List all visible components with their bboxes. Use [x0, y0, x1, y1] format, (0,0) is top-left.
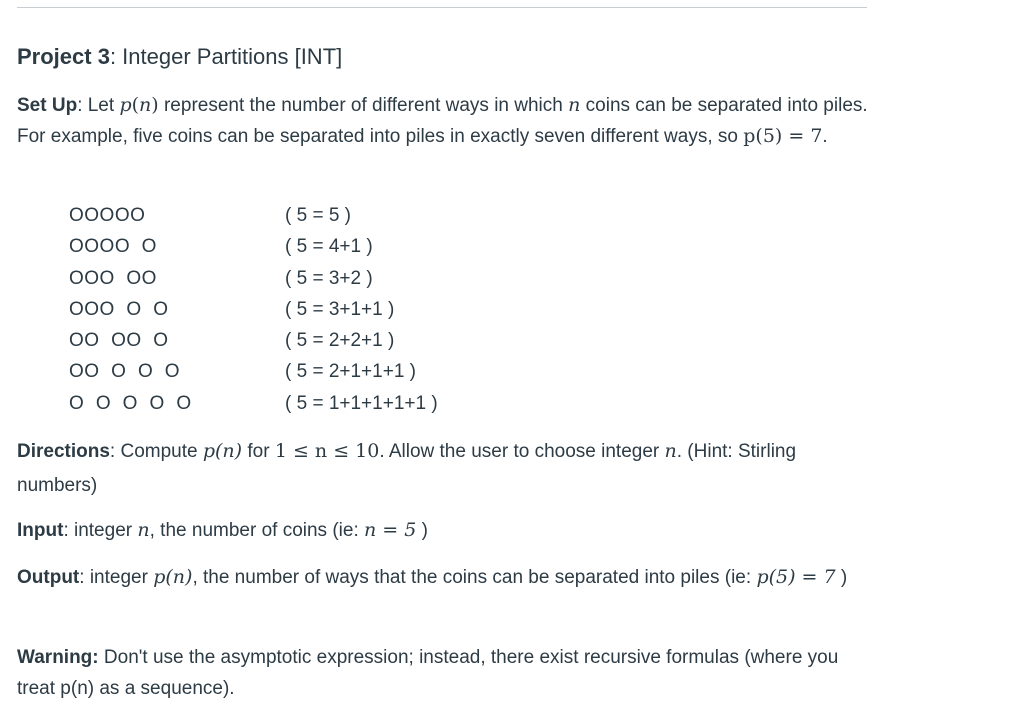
partition-equation: ( 5 = 4+1 )	[285, 236, 373, 258]
page-title	[17, 43, 342, 71]
directions-text-c: . Allow the user to choose integer	[379, 441, 665, 462]
output-text-c: )	[835, 567, 848, 588]
directions-text-a: : Compute	[109, 441, 203, 462]
input-label: Input	[17, 520, 64, 541]
directions-paragraph	[17, 434, 877, 503]
input-text-b: , the number of coins (ie:	[149, 520, 365, 541]
project-title-text: : Integer Partitions [INT]	[109, 44, 343, 69]
output-text-b: , the number of ways that the coins can be separated into piles (ie:	[192, 567, 757, 588]
project-label: Project 3	[17, 44, 110, 69]
directions-math-n: n	[664, 440, 677, 462]
partition-coins: OOOOO	[69, 205, 146, 226]
warning-text: Don't use the asymptotic expression; instead, there exist recursive formulas (where you treat p(n) as a sequence).	[17, 647, 839, 699]
partition-coins: OOO O O	[69, 298, 169, 320]
partition-coins: OOOO O	[69, 236, 157, 258]
output-text-a: : integer	[79, 567, 154, 588]
top-divider	[17, 7, 867, 8]
partition-row	[69, 327, 489, 358]
partition-equation: ( 5 = 2+1+1+1 )	[285, 361, 416, 383]
partition-equation: ( 5 = 3+1+1 )	[285, 298, 395, 320]
directions-math-pn: p(n)	[202, 440, 243, 462]
setup-math-p: p	[119, 94, 132, 116]
partition-equation: ( 5 = 2+2+1 )	[285, 330, 395, 352]
warning-paragraph	[17, 642, 877, 704]
partition-coins: O O O O O	[69, 392, 192, 414]
setup-paragraph	[17, 90, 877, 152]
setup-math-n: n	[139, 94, 152, 116]
output-math-pn: p(n)	[153, 566, 193, 588]
directions-label: Directions	[17, 441, 110, 462]
partition-row	[69, 202, 489, 233]
output-label: Output	[17, 567, 80, 588]
setup-math-p5: p(5) = 7	[743, 125, 823, 147]
input-math-example: n = 5	[364, 519, 417, 541]
warning-label: Warning:	[17, 647, 99, 668]
partition-coins: OO OO O	[69, 330, 169, 352]
directions-math-range: 1 ≤ n ≤ 10	[274, 440, 380, 462]
setup-text-b: represent the number of different ways in which	[158, 95, 569, 116]
setup-text-c: coins can be separated into piles. For example, five coins can be separated into piles in exactly seven different ways, so	[17, 95, 868, 147]
directions-text-d: . (Hint: Stirling numbers)	[17, 441, 797, 496]
partition-row	[69, 390, 489, 421]
input-text-a: : integer	[63, 520, 138, 541]
setup-text-d: .	[822, 126, 828, 147]
partition-coins: OO O O O	[69, 361, 181, 383]
partition-coins: OOO OO	[69, 267, 157, 289]
input-text-c: )	[416, 520, 428, 541]
setup-math-close: )	[151, 94, 159, 116]
setup-math-pn	[119, 94, 158, 116]
partition-row	[69, 265, 489, 296]
partition-equation: ( 5 = 3+2 )	[285, 267, 373, 289]
output-paragraph	[17, 562, 877, 593]
input-math-n: n	[137, 519, 150, 541]
partition-row	[69, 358, 489, 389]
output-math-example: p(5) = 7	[756, 566, 836, 588]
partition-table	[69, 202, 489, 421]
input-paragraph	[17, 515, 877, 546]
setup-text-a: : Let	[77, 95, 120, 116]
directions-text-b: for	[242, 441, 275, 462]
partition-row	[69, 296, 489, 327]
setup-math-n2: n	[568, 94, 581, 116]
setup-math-open: (	[131, 94, 140, 116]
partition-equation: ( 5 = 5 )	[285, 205, 351, 226]
partition-equation: ( 5 = 1+1+1+1+1 )	[285, 392, 438, 414]
setup-label: Set Up	[17, 95, 78, 116]
partition-row	[69, 233, 489, 264]
